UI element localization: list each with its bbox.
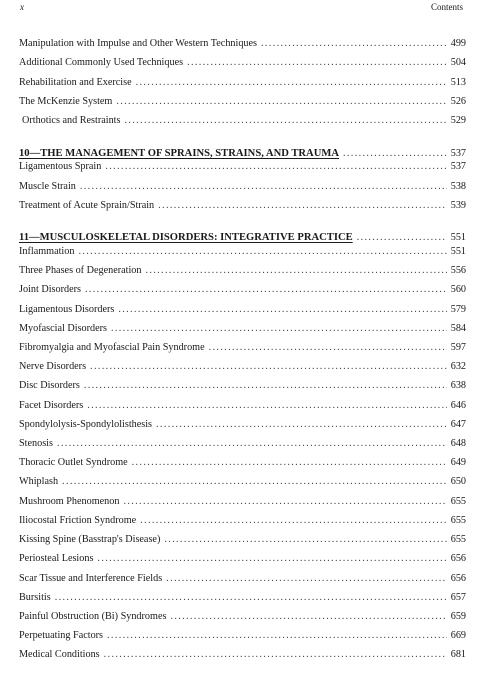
toc-entry[interactable] [19, 283, 466, 296]
dot-leader [136, 76, 447, 89]
toc-entry[interactable] [19, 322, 466, 335]
toc-entry[interactable] [19, 533, 466, 546]
toc-entry-title: Whiplash [19, 476, 59, 487]
dot-leader [187, 56, 447, 69]
running-section-title: Contents [430, 2, 463, 12]
dot-leader [170, 610, 446, 623]
toc-entry-page: 579 [450, 304, 466, 315]
toc-entry-page: 655 [450, 534, 466, 545]
toc-entry-title: Facet Disorders [19, 400, 84, 411]
dot-leader [343, 147, 447, 160]
toc-entry-title: Nerve Disorders [19, 361, 87, 372]
toc-entry[interactable] [22, 114, 466, 127]
toc-entry-page: 681 [450, 649, 466, 660]
toc-entry-title: Treatment of Acute Sprain/Strain [19, 200, 155, 211]
toc-entry-title: Joint Disorders [19, 284, 81, 295]
chapter-page: 537 [450, 148, 466, 159]
toc-entry-title: Spondylolysis-Spondylolisthesis [19, 419, 153, 430]
toc-entry-page: 648 [450, 438, 466, 449]
dot-leader [145, 264, 446, 277]
dot-leader [84, 379, 447, 392]
toc-entry-page: 669 [450, 630, 466, 641]
dot-leader [156, 418, 447, 431]
toc-entry-page: 659 [450, 611, 466, 622]
toc-entry-title: Thoracic Outlet Syndrome [19, 457, 128, 468]
dot-leader [80, 180, 447, 193]
chapter-title: 10—THE MANAGEMENT OF SPRAINS, STRAINS, AND TRAUMA [19, 148, 340, 159]
toc-entry-title: Ligamentous Sprain [19, 161, 102, 172]
toc-entry-title: Orthotics and Restraints [22, 115, 121, 126]
dot-leader [261, 37, 447, 50]
toc-entry-page: 538 [450, 181, 466, 192]
dot-leader [164, 533, 446, 546]
dot-leader [104, 648, 447, 661]
toc-entry-title: Kissing Spine (Basstrap's Disease) [19, 534, 161, 545]
toc-entry-page: 657 [450, 592, 466, 603]
dot-leader [62, 475, 447, 488]
toc-entry[interactable] [19, 180, 466, 193]
dot-leader [158, 199, 447, 212]
dot-leader [107, 629, 447, 642]
toc-entry-page: 551 [450, 246, 466, 257]
toc-entry-page: 638 [450, 380, 466, 391]
toc-entry-page: 529 [450, 115, 466, 126]
dot-leader [105, 160, 446, 173]
chapter-title: 11—MUSCULOSKELETAL DISORDERS: INTEGRATIVE PRACTICE [19, 232, 353, 243]
toc-entry-title: Bursitis [19, 592, 51, 603]
toc-entry-page: 656 [450, 553, 466, 564]
dot-leader [116, 95, 446, 108]
toc-entry[interactable] [19, 160, 466, 173]
page-folio: x [20, 2, 24, 12]
toc-entry-page: 632 [450, 361, 466, 372]
toc-entry-title: Three Phases of Degeneration [19, 265, 142, 276]
toc-entry-title: Stenosis [19, 438, 53, 449]
chapter-heading-11[interactable] [19, 231, 466, 244]
toc-entry[interactable] [19, 76, 466, 89]
toc-entry[interactable] [19, 360, 466, 373]
toc-entry-page: 499 [450, 38, 466, 49]
toc-entry-page: 655 [450, 496, 466, 507]
dot-leader [57, 437, 447, 450]
toc-entry[interactable] [19, 629, 466, 642]
toc-entry[interactable] [19, 591, 466, 604]
toc-entry-title: Inflammation [19, 246, 75, 257]
toc-entry-title: The McKenzie System [19, 96, 113, 107]
running-head [0, 2, 490, 14]
dot-leader [97, 552, 446, 565]
toc-entry-title: Additional Commonly Used Techniques [19, 57, 184, 68]
toc-entry[interactable] [19, 514, 466, 527]
toc-entry-page: 597 [450, 342, 466, 353]
chapter-page: 551 [450, 232, 466, 243]
dot-leader [85, 283, 447, 296]
toc-entry-title: Ligamentous Disorders [19, 304, 115, 315]
toc-entry-page: 556 [450, 265, 466, 276]
toc-entry-title: Manipulation with Impulse and Other Western Techniques [19, 38, 258, 49]
dot-leader [87, 399, 446, 412]
dot-leader [140, 514, 447, 527]
dot-leader [55, 591, 447, 604]
toc-entry[interactable] [19, 341, 466, 354]
dot-leader [123, 495, 446, 508]
toc-entry-page: 655 [450, 515, 466, 526]
toc-entry-title: Scar Tissue and Interference Fields [19, 573, 163, 584]
toc-entry-title: Fibromyalgia and Myofascial Pain Syndrome [19, 342, 205, 353]
toc-entry-title: Disc Disorders [19, 380, 80, 391]
toc-entry[interactable] [19, 456, 466, 469]
dot-leader [209, 341, 447, 354]
toc-entry[interactable] [19, 648, 466, 661]
toc-entry[interactable] [19, 303, 466, 316]
toc-entry-title: Painful Obstruction (Bi) Syndromes [19, 611, 167, 622]
chapter-heading-10[interactable] [19, 147, 466, 160]
toc-entry-page: 650 [450, 476, 466, 487]
dot-leader [118, 303, 446, 316]
dot-leader [111, 322, 447, 335]
toc-entry-title: Iliocostal Friction Syndrome [19, 515, 137, 526]
dot-leader [124, 114, 446, 127]
toc-entry-page: 513 [450, 77, 466, 88]
dot-leader [78, 245, 446, 258]
toc-entry-page: 526 [450, 96, 466, 107]
toc-entry-title: Mushroom Phenomenon [19, 496, 120, 507]
toc-entry[interactable] [19, 37, 466, 50]
toc-entry[interactable] [19, 379, 466, 392]
toc-entry[interactable] [19, 245, 466, 258]
toc-entry-page: 646 [450, 400, 466, 411]
toc-entry-title: Perpetuating Factors [19, 630, 104, 641]
toc-entry-page: 584 [450, 323, 466, 334]
toc-entry[interactable] [19, 572, 466, 585]
toc-entry[interactable] [19, 399, 466, 412]
dot-leader [90, 360, 447, 373]
toc-entry[interactable] [19, 437, 466, 450]
toc-entry-page: 539 [450, 200, 466, 211]
toc-entry[interactable] [19, 475, 466, 488]
toc-entry-title: Myofascial Disorders [19, 323, 107, 334]
toc-entry-page: 647 [450, 419, 466, 430]
toc-entry[interactable] [19, 552, 466, 565]
dot-leader [357, 231, 447, 244]
toc-entry[interactable] [19, 610, 466, 623]
toc-entry-title: Rehabilitation and Exercise [19, 77, 132, 88]
toc-entry-page: 560 [450, 284, 466, 295]
toc-entry[interactable] [19, 418, 466, 431]
toc-entry-page: 504 [450, 57, 466, 68]
toc-entry-page: 649 [450, 457, 466, 468]
toc-entry-page: 656 [450, 573, 466, 584]
toc-entry-title: Muscle Strain [19, 181, 76, 192]
toc-entry[interactable] [19, 495, 466, 508]
toc-entry-title: Periosteal Lesions [19, 553, 94, 564]
dot-leader [166, 572, 447, 585]
toc-entry[interactable] [19, 95, 466, 108]
dot-leader [132, 456, 447, 469]
toc-entry[interactable] [19, 264, 466, 277]
toc-entry[interactable] [19, 56, 466, 69]
toc-entry-page: 537 [450, 161, 466, 172]
toc-entry[interactable] [19, 199, 466, 212]
toc-entry-title: Medical Conditions [19, 649, 100, 660]
